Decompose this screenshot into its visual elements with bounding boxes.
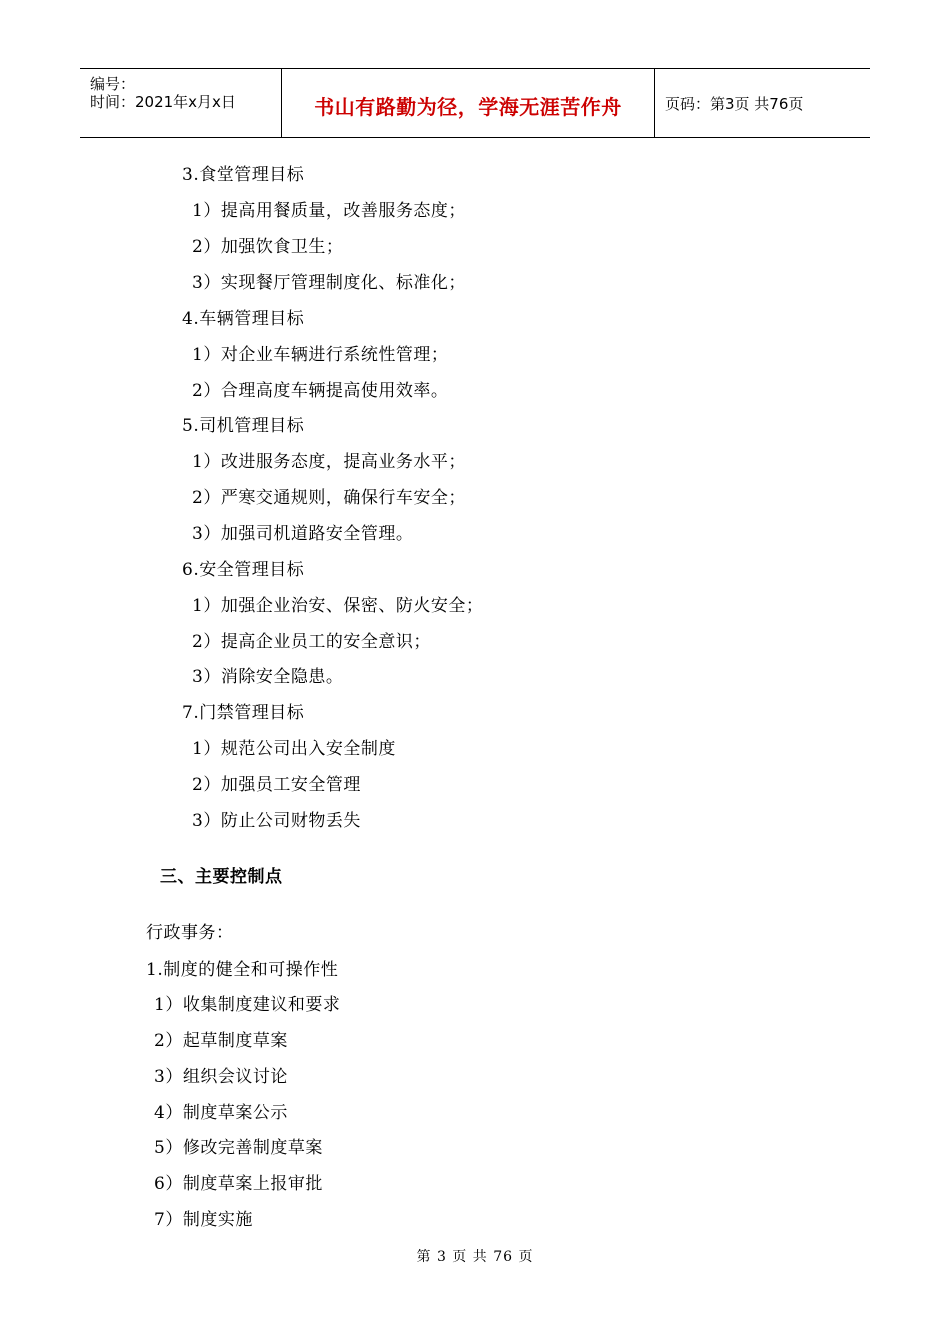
- list-item: 3）实现餐厅管理制度化、标准化；: [192, 273, 466, 293]
- list-item: 1）加强企业治安、保密、防火安全；: [192, 596, 484, 616]
- list-item: 2）提高企业员工的安全意识；: [192, 632, 431, 652]
- section-heading: 3.食堂管理目标: [182, 165, 305, 185]
- list-item: 2）加强饮食卫生；: [192, 237, 344, 257]
- paragraph-label: 行政事务：: [146, 923, 234, 943]
- header-motto: 书山有路勤为径，学海无涯苦作舟: [314, 95, 622, 119]
- list-item: 1）提高用餐质量，改善服务态度；: [192, 201, 466, 221]
- header-meta-cell: [80, 69, 282, 137]
- header-page-cell: [655, 69, 870, 137]
- list-item: 4）制度草案公示: [154, 1103, 288, 1123]
- list-item: 1）收集制度建议和要求: [154, 995, 341, 1015]
- section-heading: 4.车辆管理目标: [182, 309, 305, 329]
- list-item: 1）规范公司出入安全制度: [192, 739, 396, 759]
- list-item: 2）严寒交通规则，确保行车安全；: [192, 488, 466, 508]
- list-item: 2）加强员工安全管理: [192, 775, 361, 795]
- list-item: 3）防止公司财物丢失: [192, 811, 361, 831]
- page-header: [80, 68, 870, 138]
- document-time-label: 时间：2021年x月x日: [90, 93, 236, 111]
- list-item: 1）改进服务态度，提高业务水平；: [192, 452, 466, 472]
- list-item: 1）对企业车辆进行系统性管理；: [192, 345, 449, 365]
- list-item: 2）起草制度草案: [154, 1031, 288, 1051]
- list-item: 6）制度草案上报审批: [154, 1174, 323, 1194]
- header-page-info: 页码：第3页 共76页: [665, 95, 804, 113]
- list-item: 5）修改完善制度草案: [154, 1138, 323, 1158]
- header-motto-cell: [282, 69, 655, 137]
- section-heading: 5.司机管理目标: [182, 416, 305, 436]
- list-item: 7）制度实施: [154, 1210, 253, 1230]
- list-item: 3）消除安全隐患。: [192, 667, 344, 687]
- section-heading: 1.制度的健全和可操作性: [146, 960, 339, 980]
- document-number-label: 编号：: [90, 75, 136, 93]
- list-item: 3）组织会议讨论: [154, 1067, 288, 1087]
- chapter-heading: 三、主要控制点: [160, 867, 283, 887]
- page-footer: 第 3 页 共 76 页: [416, 1249, 534, 1265]
- list-item: 3）加强司机道路安全管理。: [192, 524, 414, 544]
- list-item: 2）合理高度车辆提高使用效率。: [192, 381, 449, 401]
- section-heading: 7.门禁管理目标: [182, 703, 305, 723]
- section-heading: 6.安全管理目标: [182, 560, 305, 580]
